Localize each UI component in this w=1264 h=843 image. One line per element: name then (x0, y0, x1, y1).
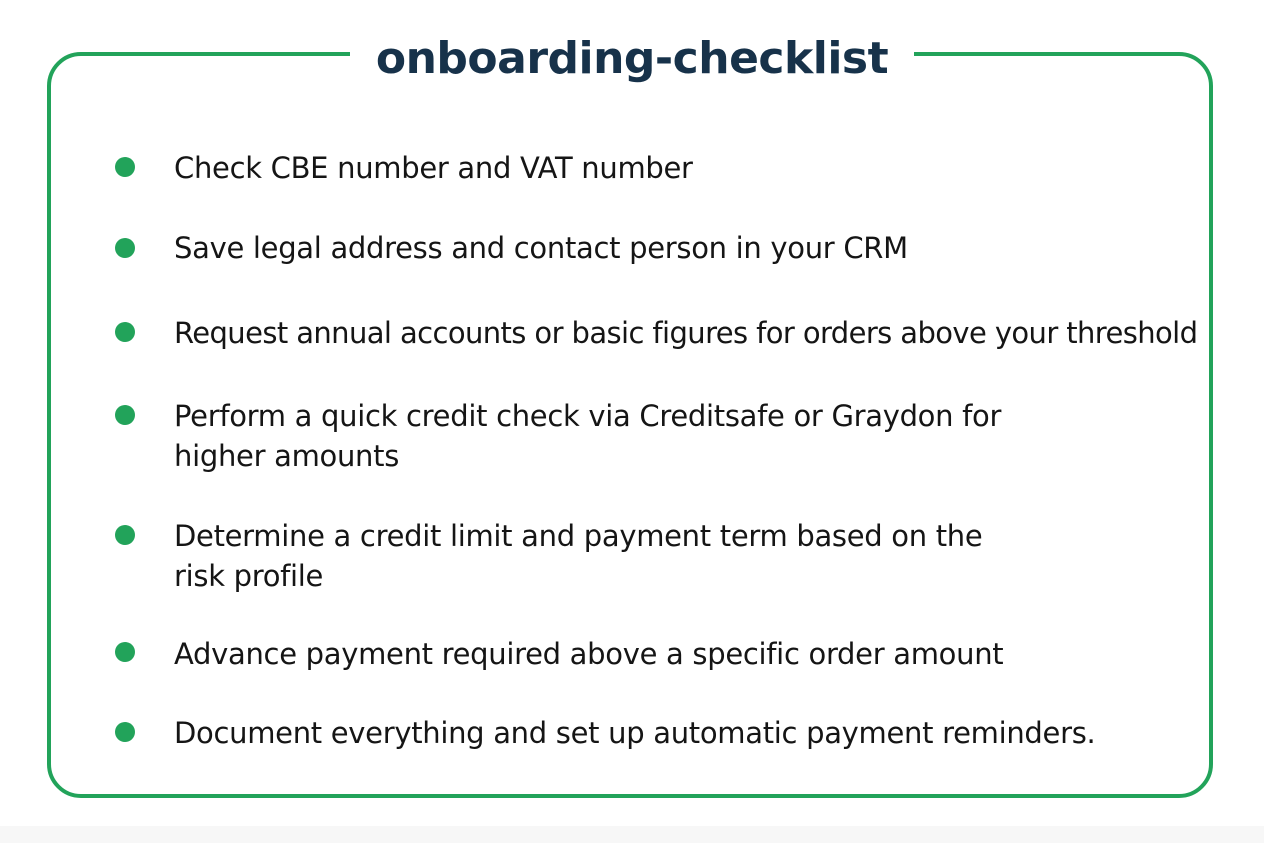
checklist-item-text (174, 228, 908, 268)
checklist-item-text (174, 396, 1001, 476)
bullet-icon (115, 642, 135, 662)
checklist-item-line: higher amounts (174, 439, 400, 473)
checklist-item-text (174, 713, 1095, 753)
checklist-item-line: Request annual accounts or basic figures for orders above your threshold (174, 316, 1198, 350)
checklist-item-line: Perform a quick credit check via Creditsafe or Graydon for (174, 399, 1002, 433)
checklist-item-text (174, 516, 982, 596)
checklist-item-line: Determine a credit limit and payment term based on the (174, 519, 983, 553)
checklist-item-line: Check CBE number and VAT number (174, 151, 693, 185)
bullet-icon (115, 238, 135, 258)
checklist-item-line: Save legal address and contact person in your CRM (174, 231, 908, 265)
bullet-icon (115, 405, 135, 425)
checklist-item-line: Advance payment required above a specific order amount (174, 637, 1004, 671)
bullet-icon (115, 525, 135, 545)
checklist-item-text (174, 148, 693, 188)
bullet-icon (115, 322, 135, 342)
bullet-icon (115, 157, 135, 177)
checklist-item-line: risk profile (174, 559, 324, 593)
bottom-strip (0, 826, 1264, 843)
checklist-item-text (174, 634, 1003, 674)
checklist-item-line: Document everything and set up automatic payment reminders. (174, 716, 1096, 750)
page-title: onboarding-checklist (375, 33, 889, 84)
checklist-item-text (174, 313, 1197, 353)
bullet-icon (115, 722, 135, 742)
